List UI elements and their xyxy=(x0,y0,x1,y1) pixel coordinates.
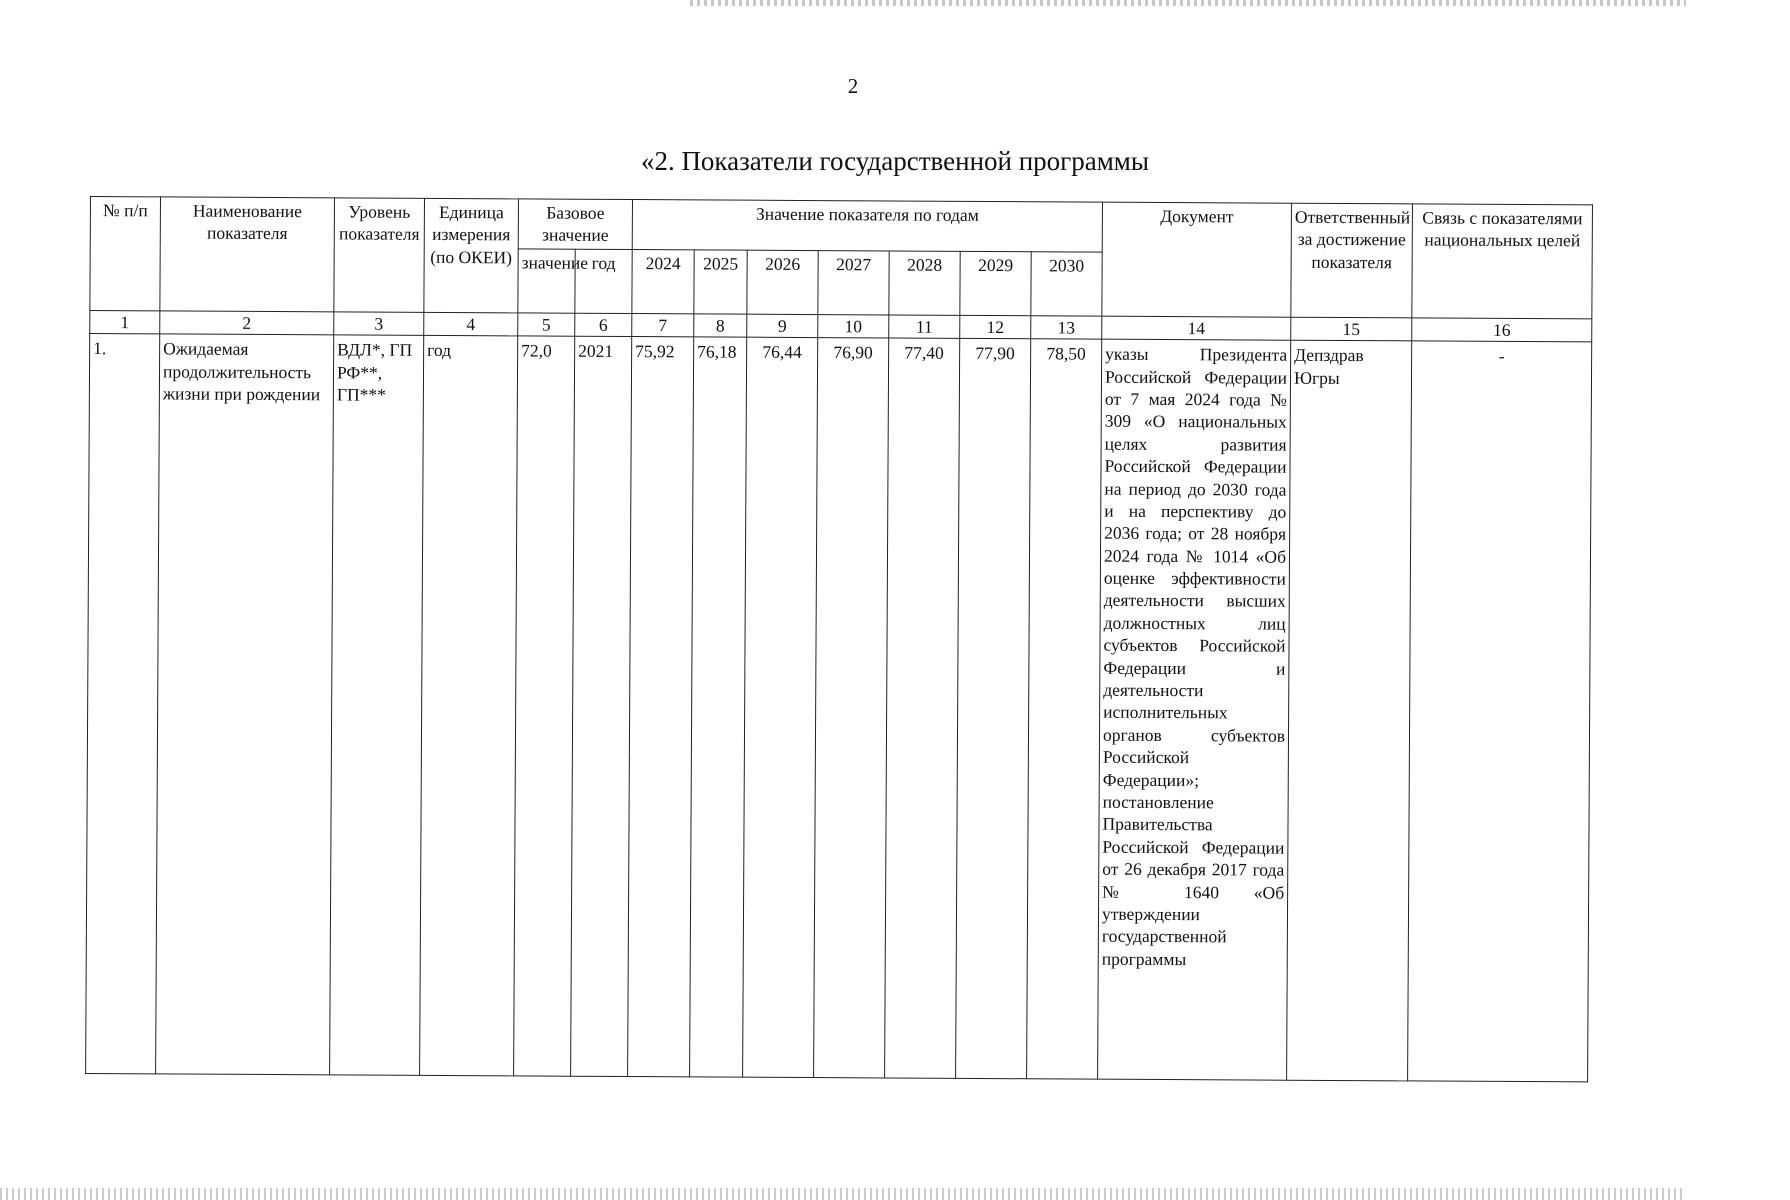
header-years-group: Значение показателя по годам xyxy=(632,200,1102,252)
column-number: 7 xyxy=(632,313,694,337)
header-document: Документ xyxy=(1102,202,1292,317)
header-num: № п/п xyxy=(90,197,161,311)
column-number: 4 xyxy=(424,312,518,336)
cell-national-goals-link: - xyxy=(1408,341,1592,1082)
column-number: 8 xyxy=(694,314,747,338)
cell-document: указы Президента Российской Федерации от 7 мая 2024 года № 309 «О национальных целях развития Российской Федерации на период до 2030 года и на перспективу до 2036 года; от 28 ноября 2024 года № 1014 «Об оценке эффективности деятельности высших должностных лиц субъектов Российской Федерации и деятельности исполнительных органов субъектов Российской Федерации»; постановление Правительства Российской Федерации от 26 декабря 2017 года № 1640 «Об утверждении государственной программы xyxy=(1098,339,1291,1080)
indicators-table xyxy=(85,196,1593,1082)
column-number: 5 xyxy=(518,313,575,337)
header-level: Уровень показателя xyxy=(334,198,425,312)
cell-unit: год xyxy=(420,336,518,1076)
cell-value-2027: 76,90 xyxy=(814,338,889,1078)
column-number: 16 xyxy=(1412,318,1592,342)
header-link: Связь с показателями национальных целей xyxy=(1412,204,1593,319)
header-year-2030: 2030 xyxy=(1031,252,1102,316)
column-number: 1 xyxy=(90,310,160,334)
column-number: 9 xyxy=(747,314,818,338)
header-year-2028: 2028 xyxy=(889,251,960,315)
cell-value-2030: 78,50 xyxy=(1027,339,1102,1079)
cell-indicator-name: Ожидаемая продолжительность жизни при рождении xyxy=(156,334,334,1075)
cell-value-2026: 76,44 xyxy=(743,337,818,1077)
header-base-year: год xyxy=(575,249,632,313)
cell-value-2025: 76,18 xyxy=(690,337,747,1077)
header-year-2025: 2025 xyxy=(694,250,747,314)
header-unit: Единица измерения (по ОКЕИ) xyxy=(424,198,519,312)
column-number: 13 xyxy=(1031,316,1102,340)
cell-value-2028: 77,40 xyxy=(885,338,960,1078)
column-number: 10 xyxy=(818,314,889,338)
cell-num: 1. xyxy=(86,334,160,1074)
cell-level: ВДЛ*, ГП РФ**, ГП*** xyxy=(330,335,424,1075)
column-number: 6 xyxy=(575,313,632,337)
scan-edge-top xyxy=(690,0,1686,6)
cell-value-2024: 75,92 xyxy=(628,337,694,1077)
column-number: 15 xyxy=(1291,317,1412,341)
header-name: Наименование показателя xyxy=(160,197,335,312)
column-number: 12 xyxy=(960,315,1031,339)
header-year-2029: 2029 xyxy=(960,251,1031,315)
header-base-value: значение xyxy=(518,249,575,313)
column-number: 2 xyxy=(160,311,334,335)
column-number: 3 xyxy=(334,312,424,336)
column-number: 14 xyxy=(1102,316,1291,340)
column-number: 11 xyxy=(889,315,960,339)
cell-responsible: Депздрав Югры xyxy=(1287,340,1412,1080)
page-title: «2. Показатели государственной программы xyxy=(640,146,1150,176)
header-responsible: Ответственный за достижение показателя xyxy=(1291,203,1413,317)
header-year-2026: 2026 xyxy=(747,250,818,314)
header-year-2024: 2024 xyxy=(632,249,694,313)
cell-base-value: 72,0 xyxy=(514,336,575,1076)
header-base: Базовое значение xyxy=(518,199,632,249)
cell-value-2029: 77,90 xyxy=(956,339,1031,1079)
table-row xyxy=(86,334,1592,1082)
header-year-2027: 2027 xyxy=(818,250,889,314)
cell-base-year: 2021 xyxy=(571,336,632,1076)
scan-edge-bottom xyxy=(0,1188,1686,1200)
page-number: 2 xyxy=(847,74,859,98)
